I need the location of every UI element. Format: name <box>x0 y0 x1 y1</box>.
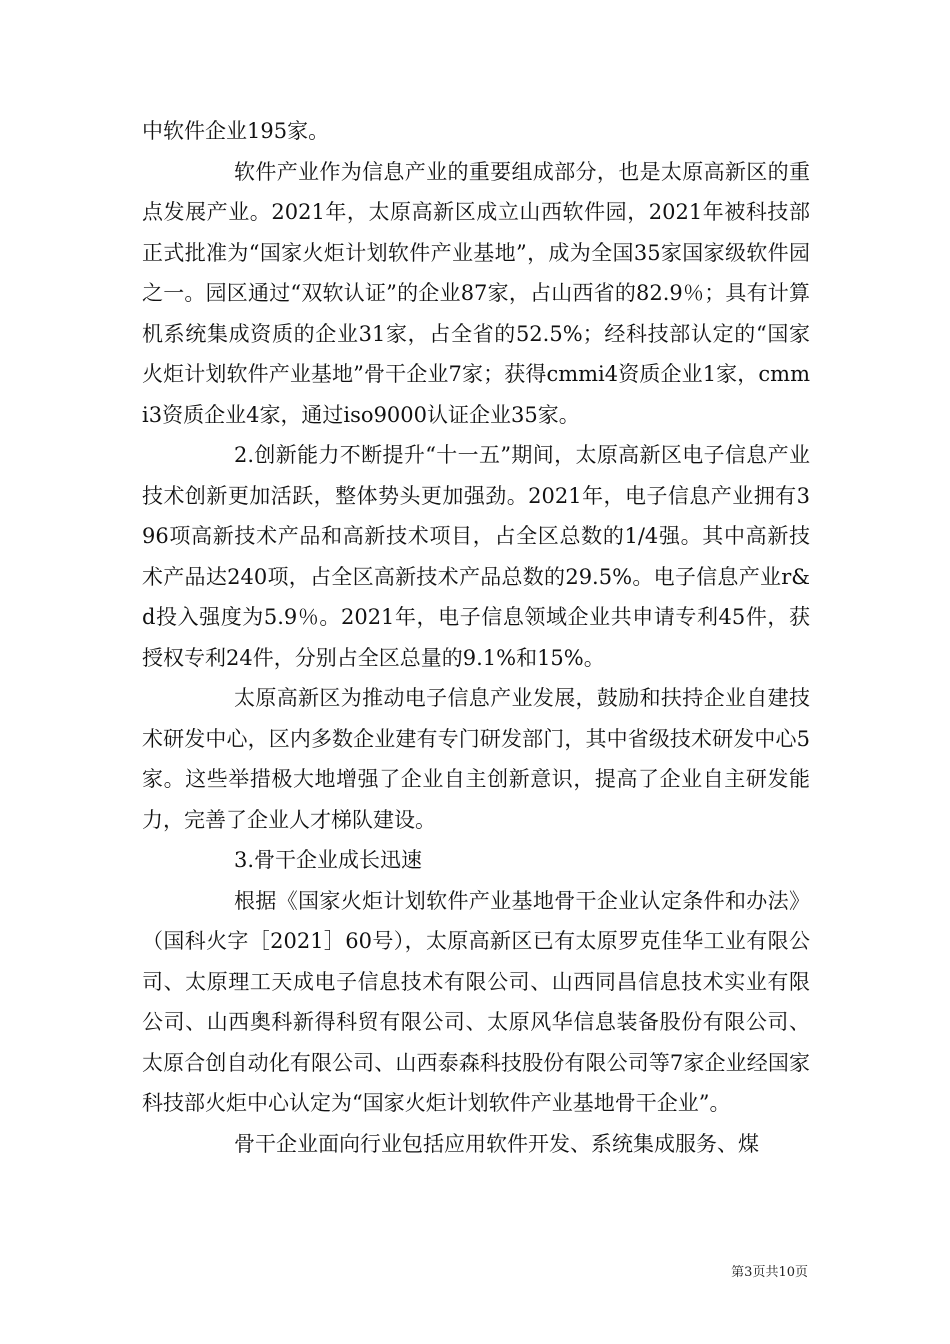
page-number: 第3页共10页 <box>731 1265 808 1280</box>
paragraph-backbone-enterprises: 根据《国家火炬计划软件产业基地骨干企业认定条件和办法》（国科火字［2021］60号），太原高新区已有太原罗克佳华工业有限公司、太原理工天成电子信息技术有限公司、山西同昌信息技术实业有限公司、山西奥科新得科贸有限公司、太原风华信息装备股份有限公司、太原合创自动化有限公司、山西泰森科技股份有限公司等7家企业经国家科技部火炬中心认定为“国家火炬计划软件产业基地骨干企业”。 <box>142 888 810 1115</box>
paragraph-continuation: 中软件企业195家。 <box>142 119 330 143</box>
body-text <box>142 111 810 1164</box>
paragraph-industries: 骨干企业面向行业包括应用软件开发、系统集成服务、煤 <box>234 1131 759 1156</box>
paragraph-software-industry: 软件产业作为信息产业的重要组成部分，也是太原高新区的重点发展产业。2021年，太原高新区成立山西软件园，2021年被科技部正式批准为“国家火炬计划软件产业基地”，成为全国35家国家级软件园之一。园区通过“双软认证”的企业87家，占山西省的82.9％；具有计算机系统集成资质的企业31家，占全省的52.5%；经科技部认定的“国家火炬计划软件产业基地”骨干企业7家；获得cmmi4资质企业1家，cmmi3资质企业4家，通过iso9000认证企业35家。 <box>142 159 810 427</box>
paragraph-innovation: 2.创新能力不断提升“十一五”期间，太原高新区电子信息产业技术创新更加活跃，整体势头更加强劲。2021年，电子信息产业拥有396项高新技术产品和高新技术项目，占全区总数的1/4强。其中高新技术产品达240项，占全区高新技术产品总数的29.5%。电子信息产业r&d投入强度为5.9％。2021年，电子信息领域企业共申请专利45件，获授权专利24件，分别占全区总量的9.1%和15%。 <box>142 443 810 670</box>
paragraph-rd-centers: 太原高新区为推动电子信息产业发展，鼓励和扶持企业自建技术研发中心，区内多数企业建有专门研发部门，其中省级技术研发中心5家。这些举措极大地增强了企业自主创新意识，提高了企业自主研发能力，完善了企业人才梯队建设。 <box>142 686 810 832</box>
section-heading-backbone: 3.骨干企业成长迅速 <box>234 848 423 872</box>
